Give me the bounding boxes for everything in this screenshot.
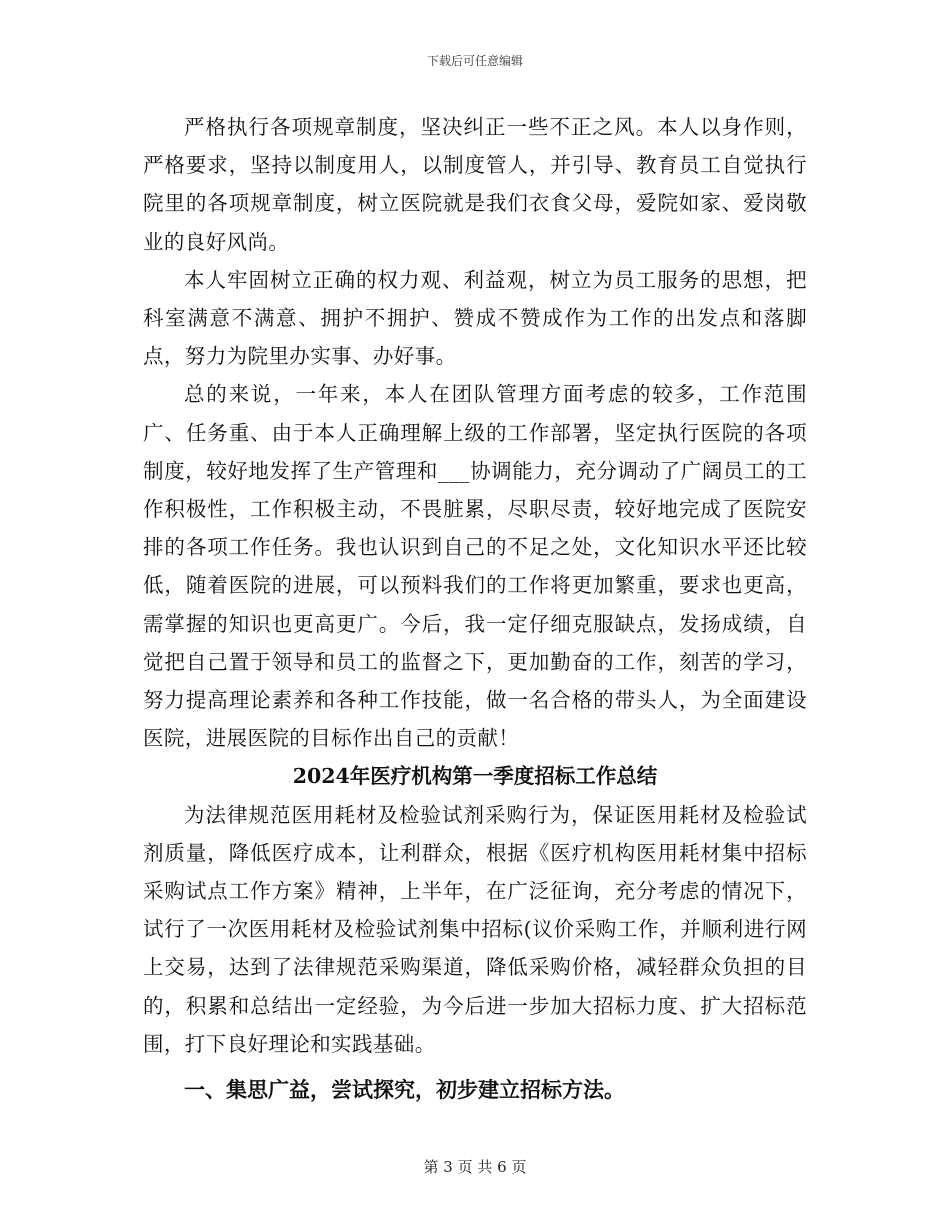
- page-footer: 第 3 页 共 6 页: [423, 1158, 527, 1176]
- document-body: [143, 108, 807, 1109]
- paragraph-values: 本人牢固树立正确的权力观、利益观，树立为员工服务的思想，把科室满意不满意、拥护不拥护、赞成不赞成作为工作的出发点和落脚点，努力为院里办实事、办好事。: [143, 267, 807, 369]
- page-header: 下载后可任意编辑: [426, 54, 523, 68]
- heading-1: 一、集思广益，尝试探究，初步建立招标方法。: [184, 1078, 625, 1103]
- paragraph-summary: 总的来说，一年来，本人在团队管理方面考虑的较多，工作范围广、任务重、由于本人正确理解上级的工作部署，坚定执行医院的各项制度，较好地发挥了生产管理和___协调能力，充分调动了广阔员工的工作积极性，工作积极主动，不畏脏累，尽职尽责，较好地完成了医院安排的各项工作任务。我也认识到自己的不足之处，文化知识水平还比较低，随着医院的进展，可以预料我们的工作将更加繁重，要求也更高，需掌握的知识也更高更广。今后，我一定仔细克服缺点，发扬成绩，自觉把自己置于领导和员工的监督之下，更加勤奋的工作，刻苦的学习，努力提高理论素养和各种工作技能，做一名合格的带头人，为全面建设医院，进展医院的目标作出自己的贡献！: [143, 382, 807, 751]
- paragraph-procurement: 为法律规范医用耗材及检验试剂采购行为，保证医用耗材及检验试剂质量，降低医疗成本，让利群众，根据《医疗机构医用耗材集中招标采购试点工作方案》精神，上半年，在广泛征询，充分考虑的情况下，试行了一次医用耗材及检验试剂集中招标(议价采购工作，并顺利进行网上交易，达到了法律规范采购渠道，降低采购价格，减轻群众负担的目的，积累和总结出一定经验，为今后进一步加大招标力度、扩大招标范围，打下良好理论和实践基础。: [143, 802, 807, 1056]
- section-title: 2024年医疗机构第一季度招标工作总结: [292, 764, 658, 789]
- paragraph-regulations: 严格执行各项规章制度，坚决纠正一些不正之风。本人以身作则，严格要求，坚持以制度用人，以制度管人，并引导、教育员工自觉执行院里的各项规章制度，树立医院就是我们衣食父母，爱院如家、爱岗敬业的良好风尚。: [143, 115, 807, 254]
